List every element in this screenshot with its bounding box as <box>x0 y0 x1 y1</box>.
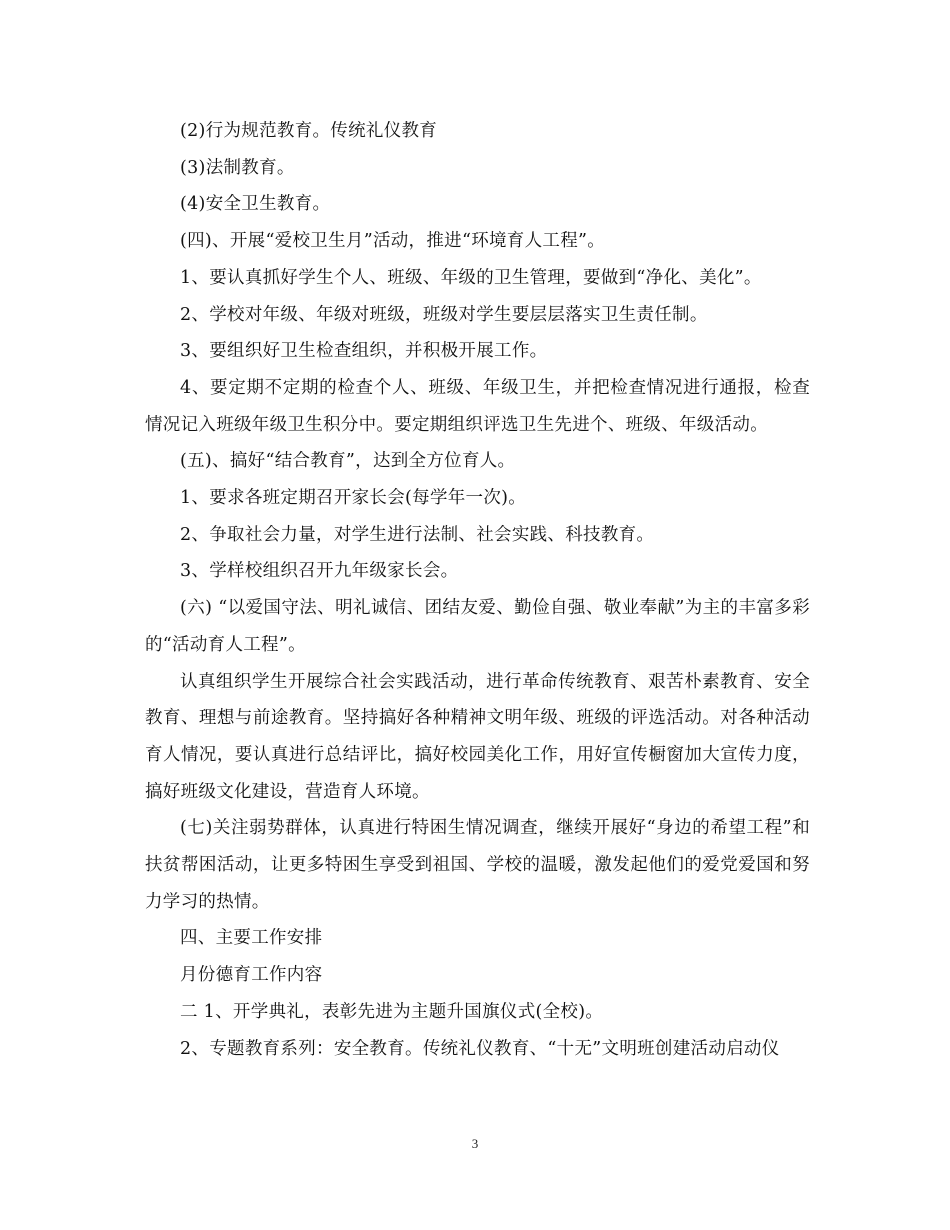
paragraph: 四、主要工作安排 <box>180 928 323 949</box>
paragraph: (五)、搞好“结合教育”，达到全方位育人。 <box>180 451 516 472</box>
document-body <box>145 113 810 1067</box>
paragraph: 2、专题教育系列：安全教育。传统礼仪教育、“十无”文明班创建活动启动仪 <box>180 1038 780 1059</box>
paragraph: (3)法制教育。 <box>180 157 295 178</box>
paragraph: 认真组织学生开展综合社会实践活动，进行革命传统教育、艰苦朴素教育、安全教育、理想与前途教育。坚持搞好各种精神文明年级、班级的评选活动。对各种活动育人情况，要认真进行总结评比，搞好校园美化工作，用好宣传橱窗加大宣传力度，搞好班级文化建设，营造育人环境。 <box>145 671 810 802</box>
paragraph: 1、要认真抓好学生个人、班级、年级的卫生管理，要做到“净化、美化”。 <box>180 267 762 288</box>
paragraph: 二 1、开学典礼，表彰先进为主题升国旗仪式(全校)。 <box>180 1001 604 1022</box>
paragraph: 3、学样校组织召开九年级家长会。 <box>180 561 459 582</box>
paragraph: 2、学校对年级、年级对班级，班级对学生要层层落实卫生责任制。 <box>180 304 708 325</box>
paragraph: (2)行为规范教育。传统礼仪教育 <box>180 121 438 141</box>
paragraph: 3、要组织好卫生检查组织，并积极开展工作。 <box>180 341 548 362</box>
page-number: 3 <box>471 1136 479 1151</box>
paragraph: (七)关注弱势群体，认真进行特困生情况调查，继续开展好“身边的希望工程”和扶贫帮困活动，让更多特困生享受到祖国、学校的温暖，激发起他们的爱党爱国和努力学习的热情。 <box>145 818 810 912</box>
paragraph: 1、要求各班定期召开家长会(每学年一次)。 <box>180 488 527 509</box>
paragraph: (四)、开展“爱校卫生月”活动，推进“环境育人工程”。 <box>180 231 606 252</box>
paragraph: 月份德育工作内容 <box>180 965 323 986</box>
paragraph: 2、争取社会力量，对学生进行法制、社会实践、科技教育。 <box>180 524 655 545</box>
paragraph: 4、要定期不定期的检查个人、班级、年级卫生，并把检查情况进行通报，检查情况记入班级年级卫生积分中。要定期组织评选卫生先进个、班级、年级活动。 <box>145 377 810 435</box>
paragraph: (六) “以爱国守法、明礼诚信、团结友爱、勤俭自强、敬业奉献”为主的丰富多彩的“活动育人工程”。 <box>145 598 810 655</box>
paragraph: (4)安全卫生教育。 <box>180 194 331 215</box>
